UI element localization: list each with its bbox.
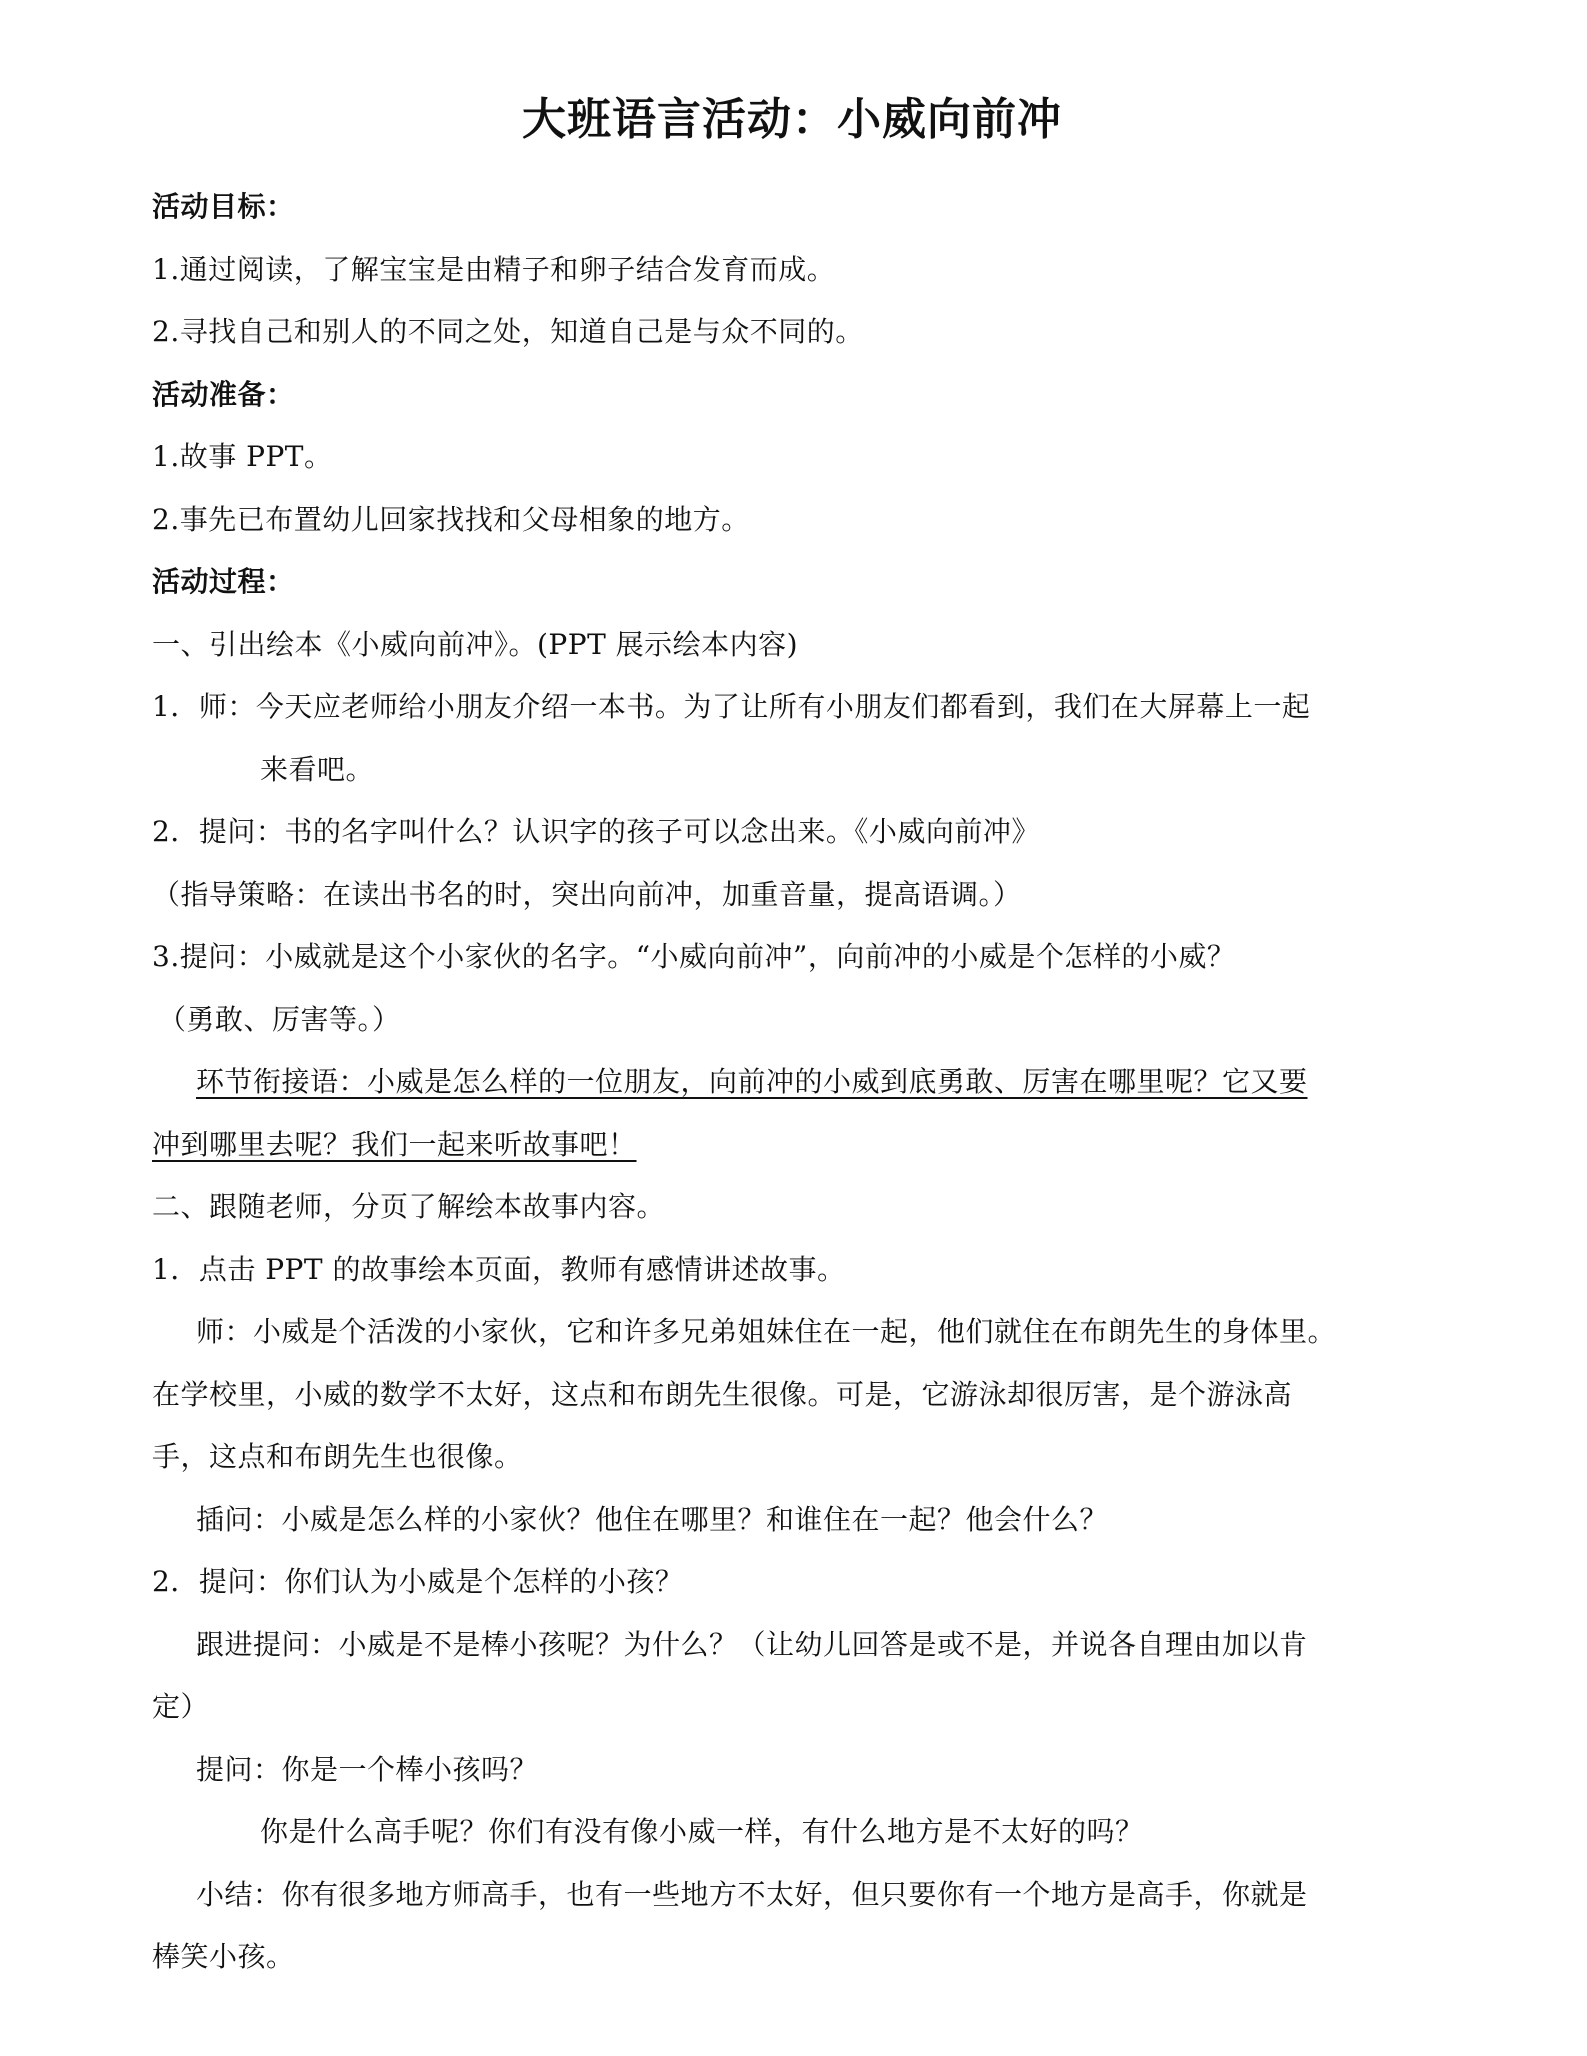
- part2-line: 2．提问：你们认为小威是个怎样的小孩？: [152, 1565, 684, 1598]
- goal-item: 1.通过阅读，了解宝宝是由精子和卵子结合发育而成。: [152, 252, 836, 286]
- document-title: 大班语言活动：小威向前冲: [522, 94, 1062, 145]
- follow-up-question: 定）: [152, 1690, 210, 1723]
- process-heading: 活动过程：: [152, 565, 295, 598]
- transition-text: [152, 1114, 1432, 1177]
- question-line: 提问：你是一个棒小孩吗？: [196, 1752, 539, 1786]
- story-paragraph: 师：小威是个活泼的小家伙，它和许多兄弟姐妹住在一起，他们就住在布朗先生的身体里。: [196, 1315, 1337, 1348]
- inserted-question: 插问：小威是怎么样的小家伙？他住在哪里？和谁住在一起？他会什么？: [196, 1502, 1109, 1536]
- summary-line: 小结：你有很多地方师高手，也有一些地方不太好，但只要你有一个地方是高手，你就是: [196, 1877, 1308, 1911]
- part2-title: 二、跟随老师，分页了解绘本故事内容。: [152, 1190, 666, 1223]
- part1-line: 2．提问：书的名字叫什么？认识字的孩子可以念出来。《小威向前冲》: [152, 815, 1040, 848]
- preparation-heading: 活动准备：: [152, 377, 295, 411]
- story-paragraph: 在学校里，小威的数学不太好，这点和布朗先生很像。可是，它游泳却很厉害，是个游泳高: [152, 1377, 1293, 1411]
- preparation-item: 2.事先已布置幼儿回家找找和父母相象的地方。: [152, 502, 750, 536]
- part1-line-continuation: 来看吧。: [260, 752, 375, 786]
- story-paragraph: 手，这点和布朗先生也很像。: [152, 1440, 523, 1473]
- part1-line: 3.提问：小威就是这个小家伙的名字。“小威向前冲”，向前冲的小威是个怎样的小威？: [152, 940, 1236, 973]
- part2-line: 1．点击 PPT 的故事绘本页面，教师有感情讲述故事。: [152, 1252, 846, 1286]
- summary-line: 棒笑小孩。: [152, 1940, 295, 1973]
- question-line: 你是什么高手呢？你们有没有像小威一样，有什么地方是不太好的吗？: [260, 1815, 1144, 1848]
- document-page: [152, 90, 1432, 1989]
- part1-line: 1．师：今天应老师给小朋友介绍一本书。为了让所有小朋友们都看到，我们在大屏幕上一起: [152, 690, 1311, 723]
- transition-text: [152, 1051, 1432, 1114]
- part1-answer-note: （勇敢、厉害等。）: [158, 1002, 401, 1036]
- goals-heading: 活动目标：: [152, 190, 295, 223]
- part1-title: 一、引出绘本《小威向前冲》。(PPT 展示绘本内容): [152, 627, 799, 661]
- follow-up-question: 跟进提问：小威是不是棒小孩呢？为什么？（让幼儿回答是或不是，并说各自理由加以肯: [196, 1627, 1308, 1661]
- preparation-item: 1.故事 PPT。: [152, 440, 333, 473]
- transition-line-2: 冲到哪里去呢？我们一起来听故事吧！: [152, 1127, 637, 1161]
- part1-guidance-note: （指导策略：在读出书名的时，突出向前冲，加重音量，提高语调。）: [152, 877, 1022, 911]
- goal-item: 2.寻找自己和别人的不同之处，知道自己是与众不同的。: [152, 315, 864, 348]
- transition-line-1: 环节衔接语：小威是怎么样的一位朋友，向前冲的小威到底勇敢、厉害在哪里呢？它又要: [196, 1065, 1308, 1098]
